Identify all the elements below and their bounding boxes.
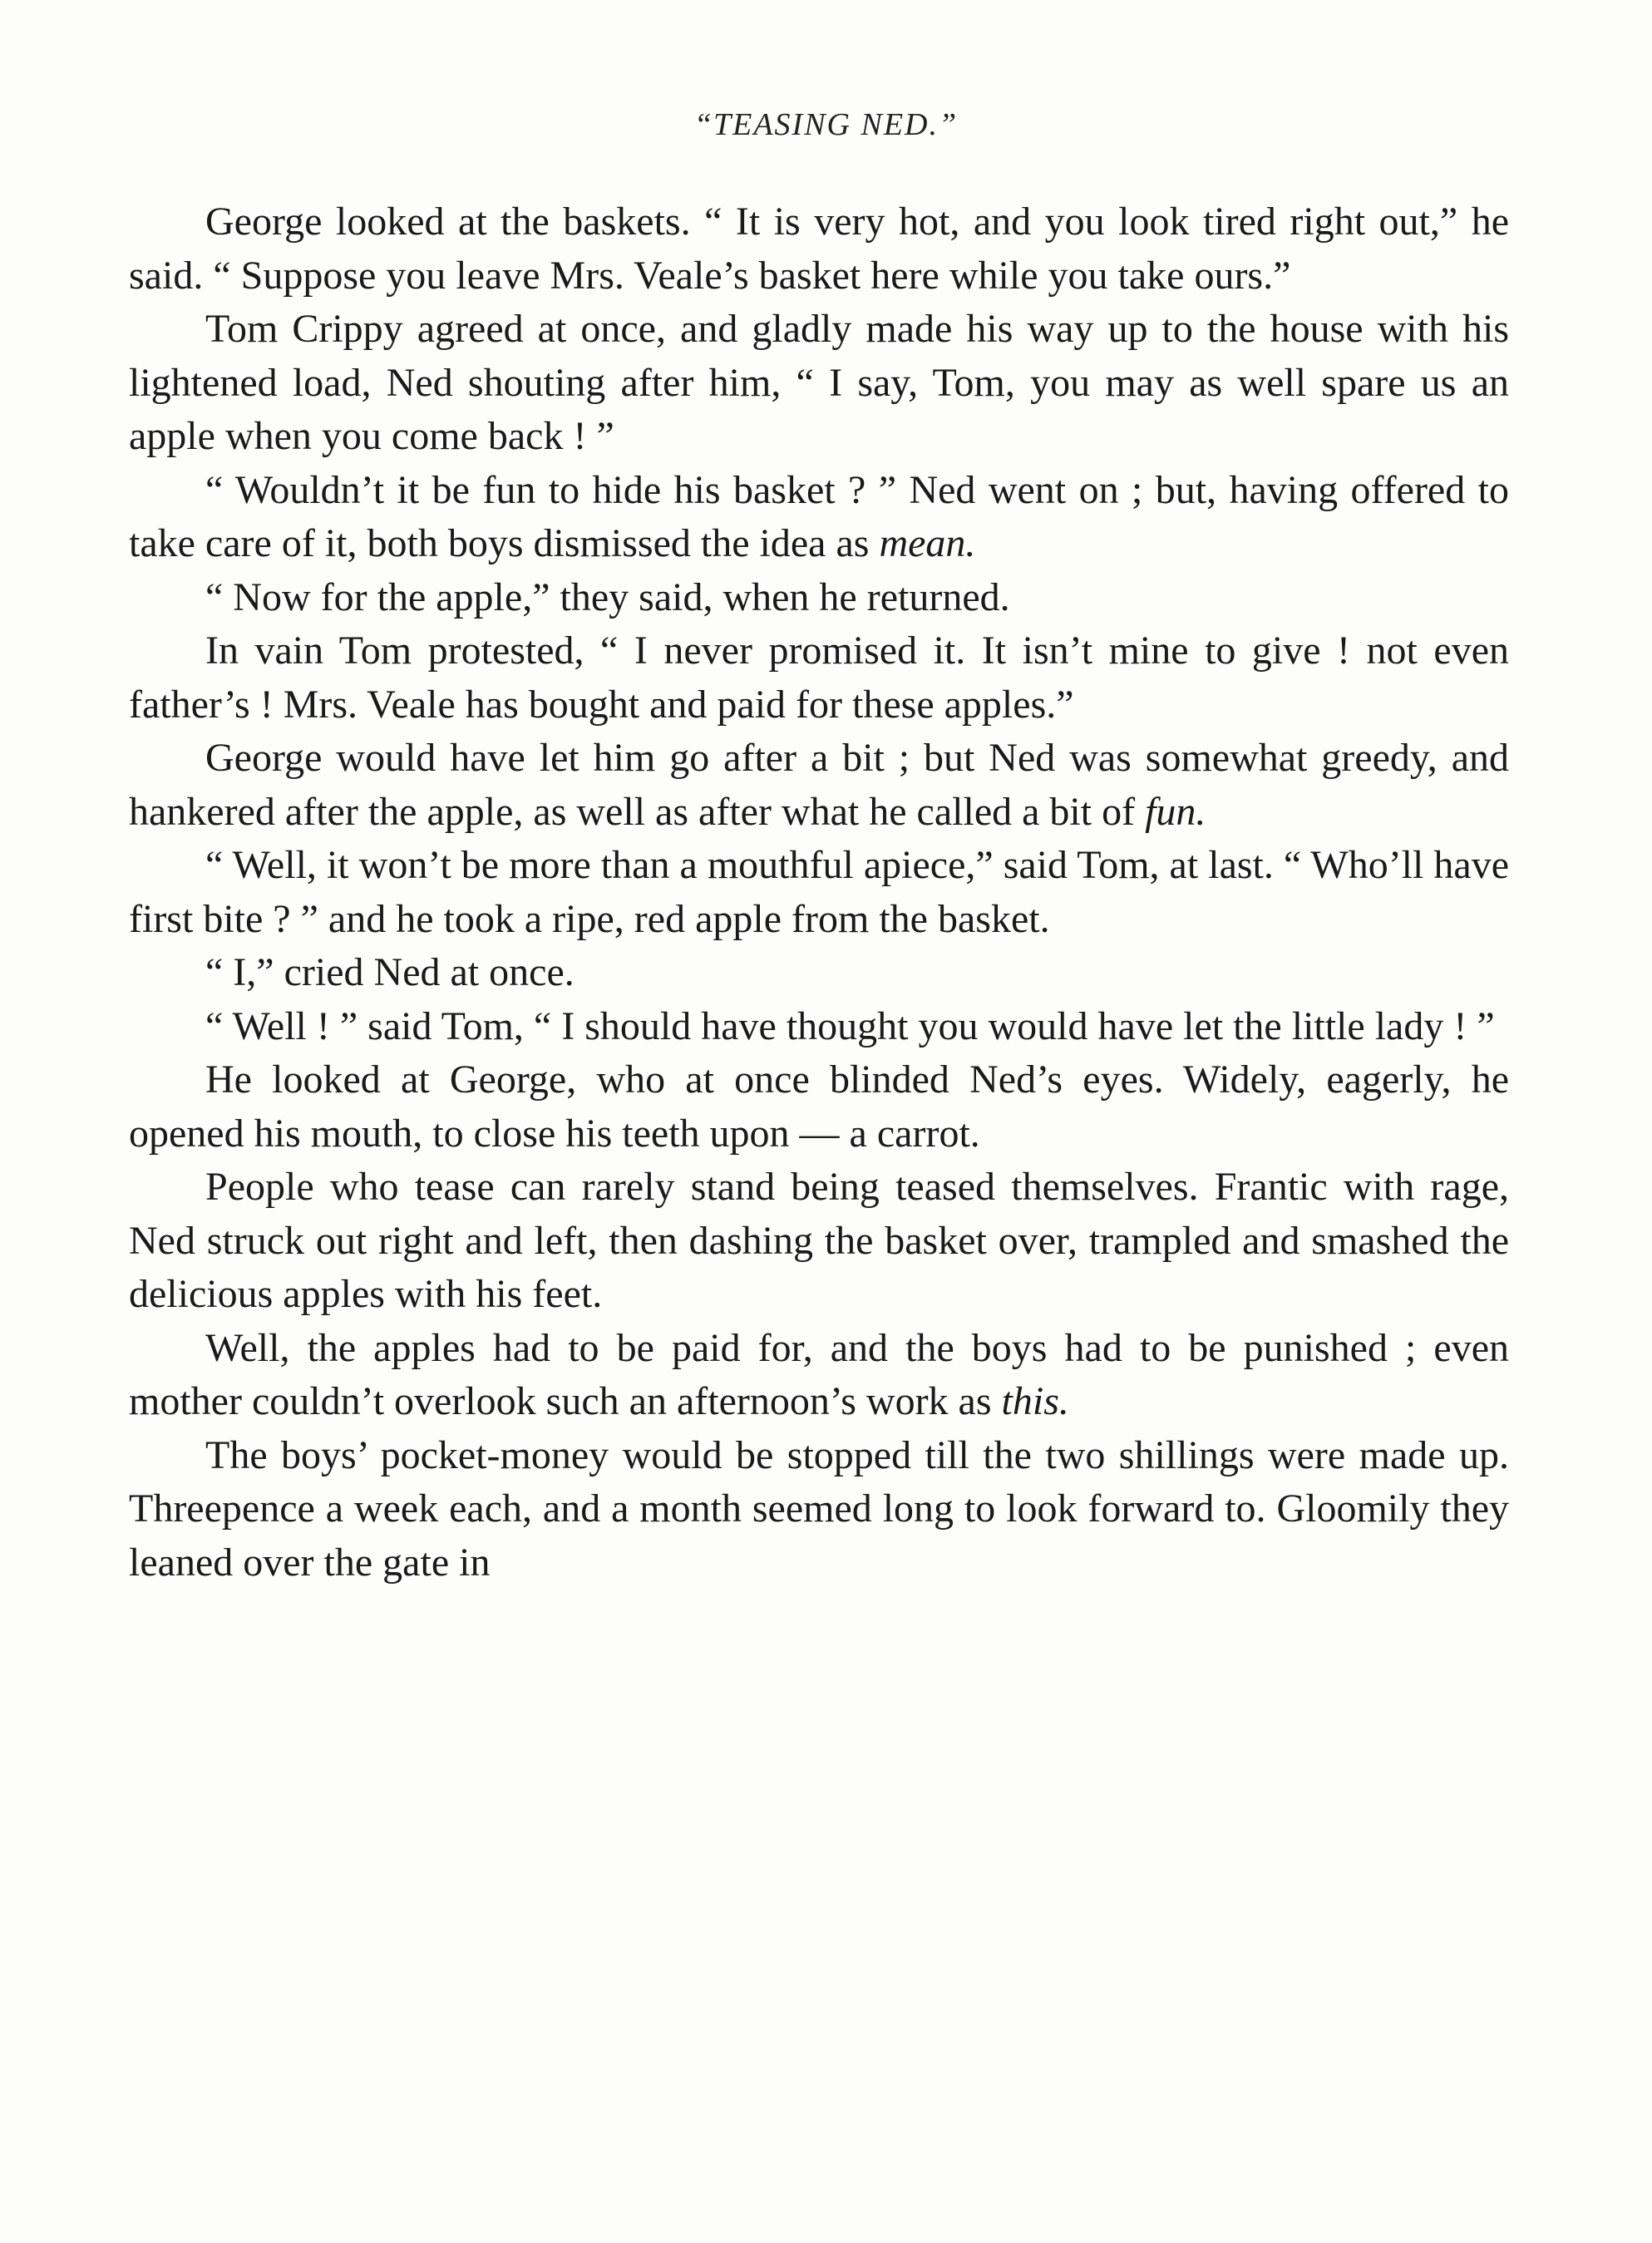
paragraph (129, 732, 1509, 839)
running-head: “TEASING NED.” (693, 107, 959, 142)
paragraph-text: Tom Crippy agreed at once, and gladly made his way up to the house with his lightened load, Ned shouting after him, “ I say, Tom, you may as well spare us an apple when you come back ! ” (129, 307, 1509, 458)
paragraph (129, 195, 1509, 303)
paragraph (129, 1322, 1509, 1429)
paragraph-text: In vain Tom protested, “ I never promised it. It isn’t mine to give ! not even father’s ! Mrs. Veale has bought and paid for these apples.” (129, 629, 1509, 727)
paragraph-text: “ I,” cried Ned at once. (205, 950, 575, 994)
paragraph (129, 1429, 1509, 1590)
paragraph-text: The boys’ pocket-money would be stopped till the two shillings were made up. Threepence a week each, and a month seemed long to look forward to. Gloomily they leaned over the gate in (129, 1432, 1509, 1585)
paragraph-text: “ Wouldn’t it be fun to hide his basket ? ” Ned went on ; but, having offered to take care of it, both boys dismissed the idea as (129, 467, 1509, 565)
body-text (129, 195, 1509, 1590)
paragraph (129, 946, 1509, 1000)
paragraph-text: Well, the apples had to be paid for, and the boys had to be punished ; even mother couldn’t overlook such an afternoon’s work as (129, 1325, 1509, 1423)
paragraph-text: George looked at the baskets. “ It is very hot, and you look tired right out,” he said. “ Suppose you leave Mrs. Veale’s basket here while you take ours.” (129, 200, 1509, 298)
paragraph (129, 464, 1509, 571)
paragraph-text: “ Well, it won’t be more than a mouthful apiece,” said Tom, at last. “ Who’ll have first bite ? ” and he took a ripe, red apple from the basket. (129, 843, 1509, 941)
paragraph (129, 1053, 1509, 1161)
paragraph (129, 839, 1509, 946)
paragraph-text: “ Well ! ” said Tom, “ I should have thought you would have let the little lady ! ” (205, 1003, 1495, 1048)
paragraph-text: George would have let him go after a bit ; but Ned was somewhat greedy, and hankered after the apple, as well as after what he called a bit of (129, 736, 1509, 834)
paragraph (129, 571, 1509, 625)
italic-word: fun. (1145, 789, 1206, 834)
paragraph (129, 1161, 1509, 1322)
paragraph-text: He looked at George, who at once blinded Ned’s eyes. Widely, eagerly, he opened his mouth, to close his teeth upon — a carrot. (129, 1057, 1509, 1156)
paragraph-text: “ Now for the apple,” they said, when he returned. (205, 574, 1010, 619)
paragraph (129, 1000, 1509, 1054)
italic-word: mean. (879, 521, 976, 565)
paragraph (129, 303, 1509, 464)
italic-word: this. (1001, 1379, 1069, 1423)
paragraph-text: People who tease can rarely stand being teased themselves. Frantic with rage, Ned struck out right and left, then dashing the basket over, trampled and smashed the delicious apples with his feet. (129, 1165, 1509, 1316)
paragraph (129, 624, 1509, 732)
